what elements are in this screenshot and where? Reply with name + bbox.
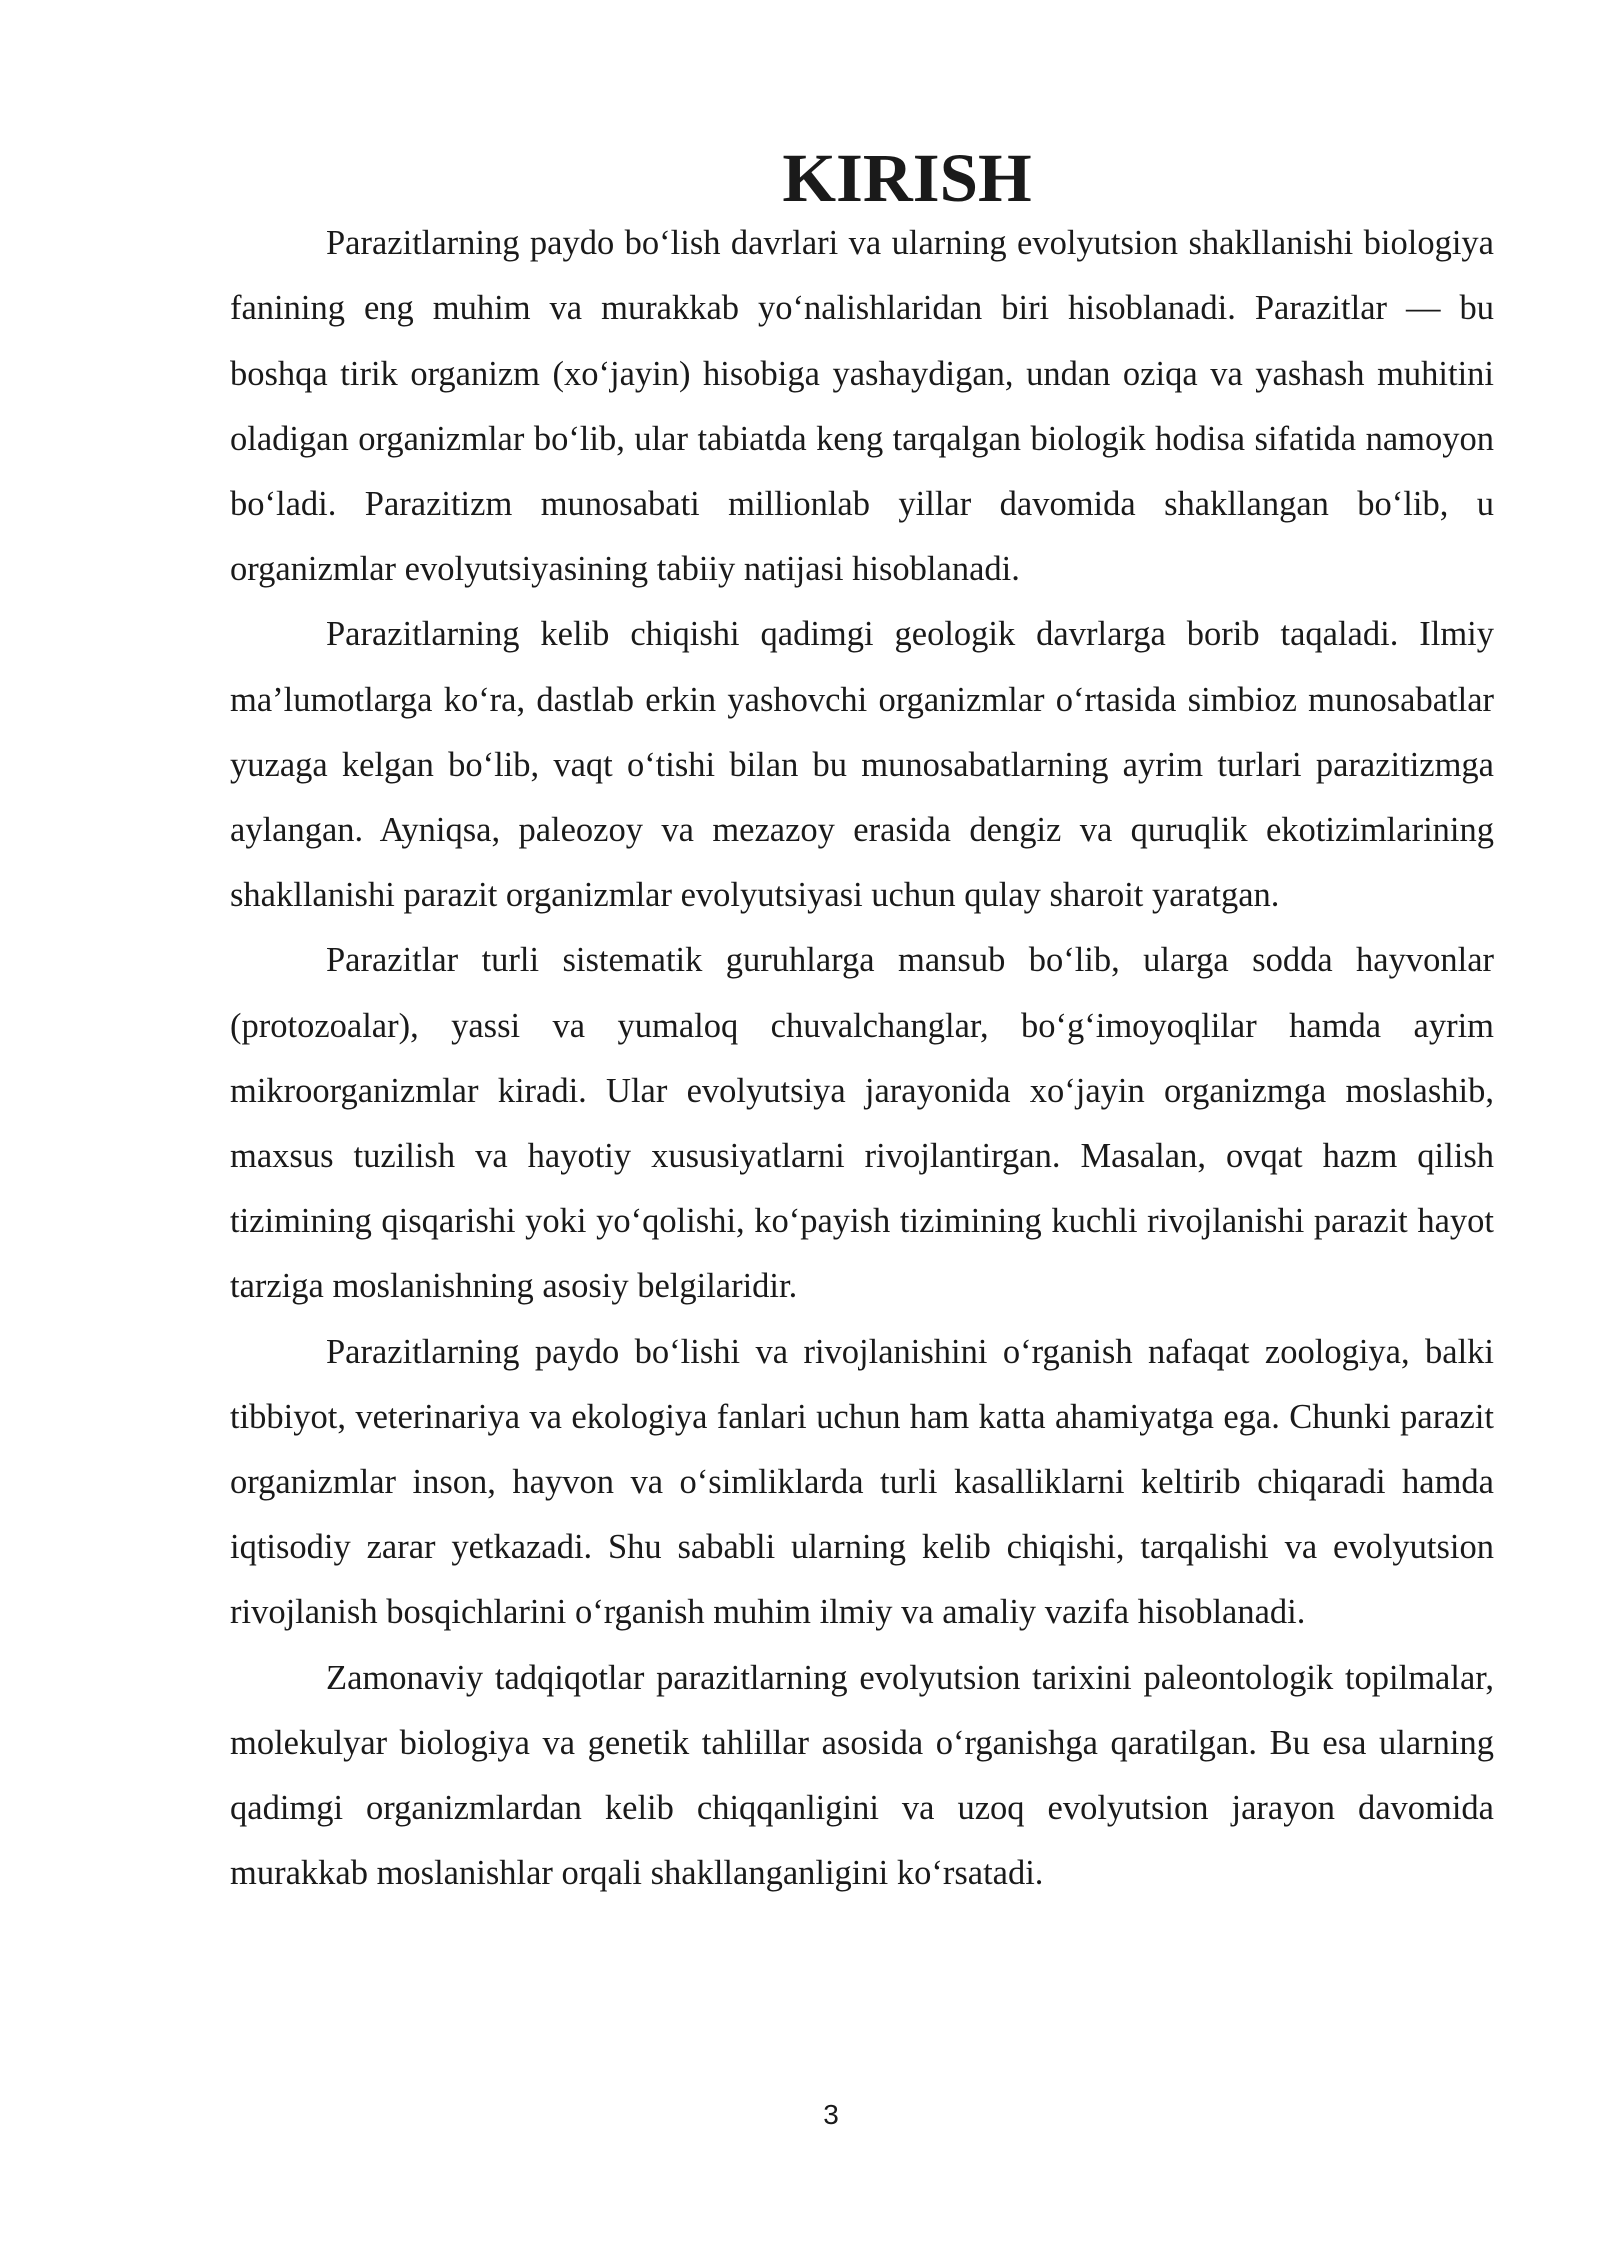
page-content [230,140,1494,1906]
page-number: 3 [823,2099,839,2130]
paragraph-2: Parazitlarning kelib chiqishi qadimgi geologik davrlarga borib taqaladi. Ilmiy ma’lumotlarga ko‘ra, dastlab erkin yashovchi organizmlar o‘rtasida simbioz munosabatlar yuzaga kelgan bo‘lib, vaqt o‘tishi bilan bu munosabatlarning ayrim turlari parazitizmga aylangan. Ayniqsa, paleozoy va mezazoy erasida dengiz va quruqlik ekotizimlarining shakllanishi parazit organizmlar evolyutsiyasi uchun qulay sharoit yaratgan. [230,615,1494,915]
section-title: KIRISH [782,140,1032,216]
paragraph-1: Parazitlarning paydo bo‘lish davrlari va ularning evolyutsion shakllanishi biologiya fanining eng muhim va murakkab yo‘nalishlaridan biri hisoblanadi. Parazitlar — bu boshqa tirik organizm (xo‘jayin) hisobiga yashaydigan, undan oziqa va yashash muhitini oladigan organizmlar bo‘lib, ular tabiatda keng tarqalgan biologik hodisa sifatida namoyon bo‘ladi. Parazitizm munosabati millionlab yillar davomida shakllangan bo‘lib, u organizmlar evolyutsiyasining tabiiy natijasi hisoblanadi. [230,224,1494,589]
paragraph-4: Parazitlarning paydo bo‘lishi va rivojlanishini o‘rganish nafaqat zoologiya, balki tibbiyot, veterinariya va ekologiya fanlari uchun ham katta ahamiyatga ega. Chunki parazit organizmlar inson, hayvon va o‘simliklarda turli kasalliklarni keltirib chiqaradi hamda iqtisodiy zarar yetkazadi. Shu sababli ularning kelib chiqishi, tarqalishi va evolyutsion rivojlanish bosqichlarini o‘rganish muhim ilmiy va amaliy vazifa hisoblanadi. [230,1332,1494,1632]
paragraph-3: Parazitlar turli sistematik guruhlarga mansub bo‘lib, ularga sodda hayvonlar (protozoalar), yassi va yumaloq chuvalchanglar, bo‘g‘imoyoqlilar hamda ayrim mikroorganizmlar kiradi. Ular evolyutsiya jarayonida xo‘jayin organizmga moslashib, maxsus tuzilish va hayotiy xususiyatlarni rivojlantirgan. Masalan, ovqat hazm qilish tizimining qisqarishi yoki yo‘qolishi, ko‘payish tizimining kuchli rivojlanishi parazit hayot tarziga moslanishning asosiy belgilaridir. [230,941,1494,1306]
paragraph-5: Zamonaviy tadqiqotlar parazitlarning evolyutsion tarixini paleontologik topilmalar, molekulyar biologiya va genetik tahlillar asosida o‘rganishga qaratilgan. Bu esa ularning qadimgi organizmlardan kelib chiqqanligini va uzoq evolyutsion jarayon davomida murakkab moslanishlar orqali shakllanganligini ko‘rsatadi. [230,1658,1494,1893]
